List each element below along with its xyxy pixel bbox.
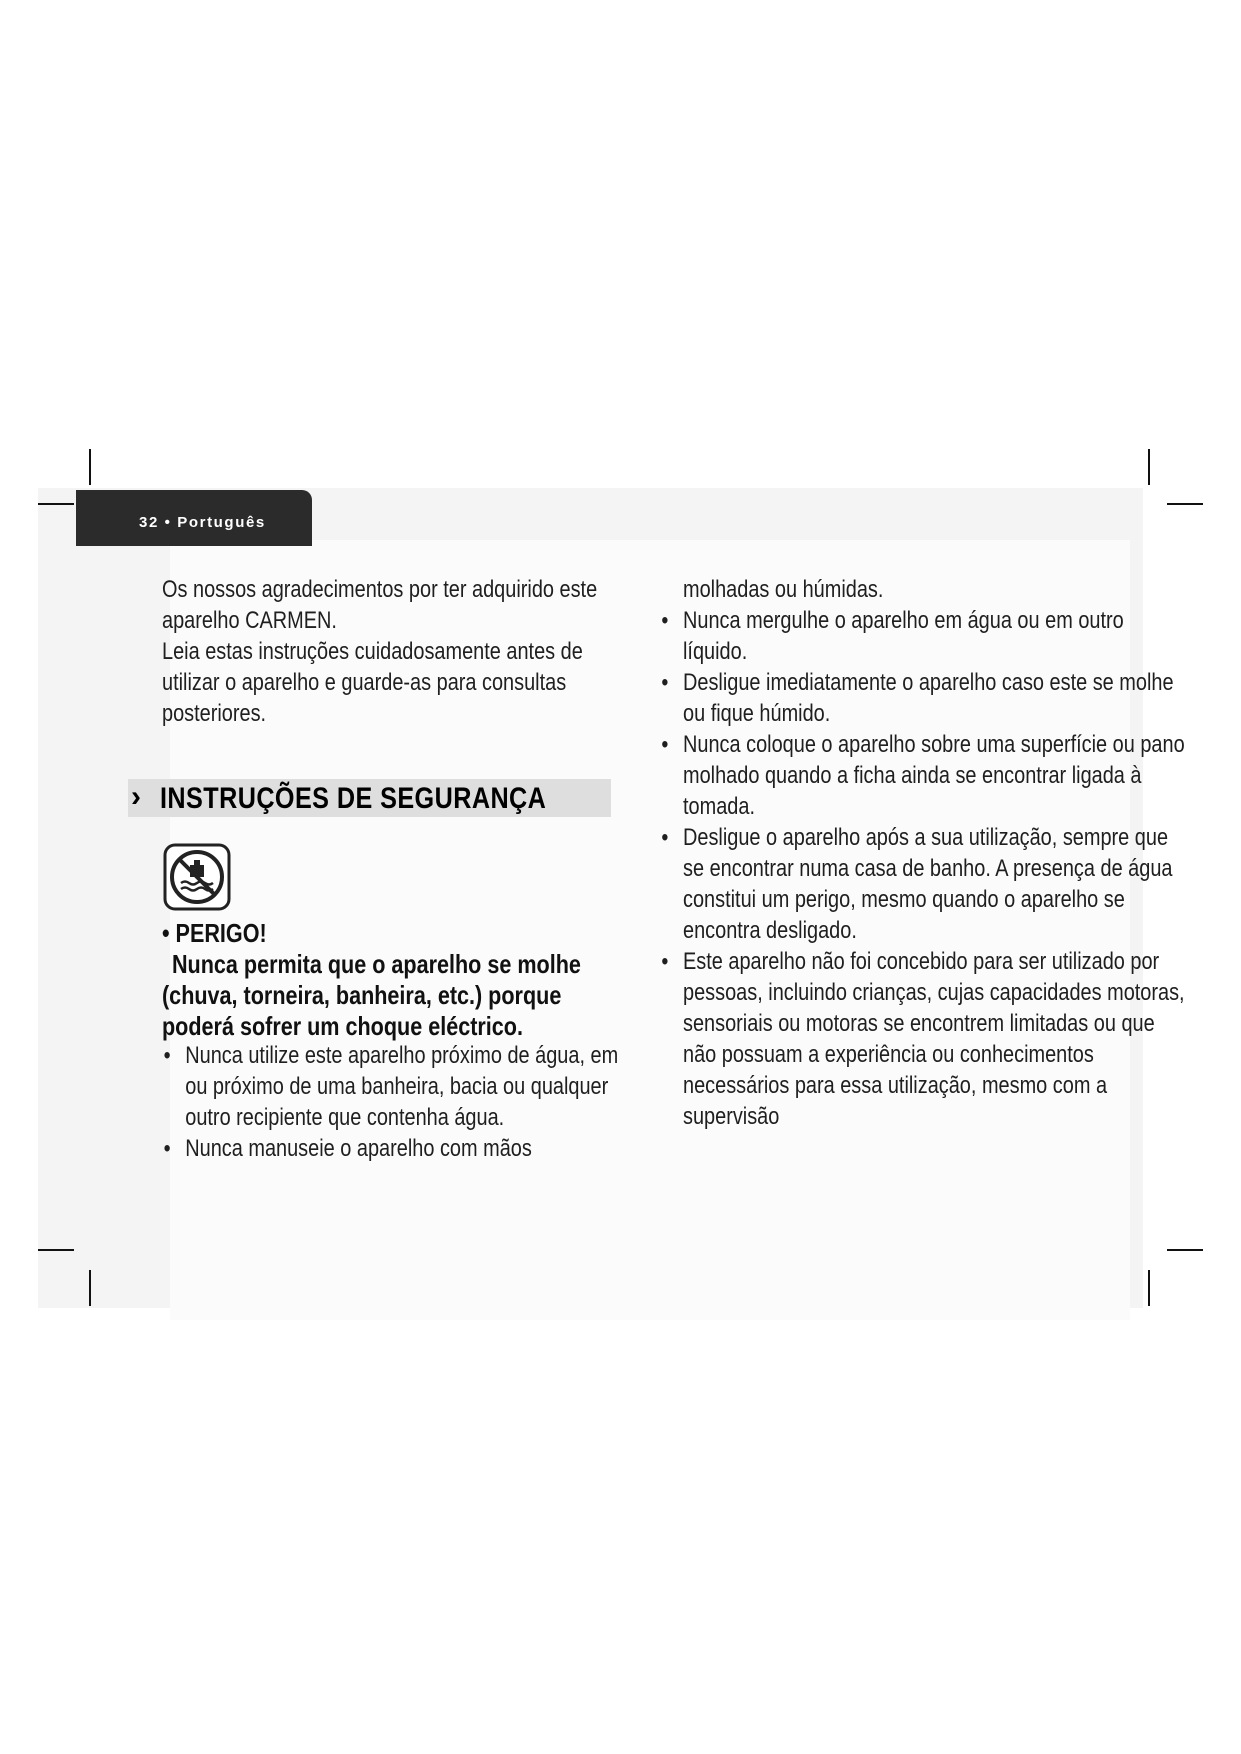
intro-paragraph-thanks: Os nossos agradecimentos por ter adquirido este aparelho CARMEN. — [162, 576, 598, 634]
crop-mark-bottom-left-horizontal — [38, 1249, 74, 1251]
crop-mark-top-right-horizontal — [1167, 503, 1203, 505]
list-item: • Este aparelho não foi concebido para ser utilizado por pessoas, incluindo crianças, cujas capacidades motoras, sensoriais ou motoras se encontrem limitadas ou que não possuam a experiência ou conhecimentos necessários para essa utilização, mesmo com a supervisão — [660, 946, 1190, 1132]
page-number-label: 32 • Português — [139, 514, 266, 531]
left-bullet-list — [162, 1040, 627, 1164]
crop-mark-bottom-right-horizontal — [1167, 1249, 1203, 1251]
danger-block — [162, 918, 627, 1042]
list-item: • Nunca mergulhe o aparelho em água ou em outro líquido. — [660, 605, 1190, 667]
intro-paragraph-instructions: Leia estas instruções cuidadosamente antes de utilizar o aparelho e guarde-as para consultas posteriores. — [162, 638, 583, 727]
crop-mark-bottom-left-vertical — [89, 1270, 91, 1306]
intro-text — [162, 574, 627, 729]
no-water-icon — [163, 843, 231, 911]
crop-mark-top-left-horizontal — [38, 503, 74, 505]
list-item: • Desligue imediatamente o aparelho caso este se molhe ou fique húmido. — [660, 667, 1190, 729]
list-item: • Nunca coloque o aparelho sobre uma superfície ou pano molhado quando a ficha ainda se encontrar ligada à tomada. — [660, 729, 1190, 822]
crop-mark-bottom-right-vertical — [1148, 1270, 1150, 1306]
list-item: • Nunca manuseie o aparelho com mãos — [162, 1133, 627, 1164]
chevron-right-icon: › — [131, 780, 141, 813]
continuation-text: molhadas ou húmidas. — [683, 576, 884, 603]
danger-title: • PERIGO! — [162, 918, 267, 948]
crop-mark-top-left-vertical — [89, 449, 91, 485]
crop-mark-top-right-vertical — [1148, 449, 1150, 485]
danger-text: Nunca permita que o aparelho se molhe (chuva, torneira, banheira, etc.) porque poderá sofrer um choque eléctrico. — [162, 949, 581, 1041]
right-column — [683, 574, 1189, 1132]
list-item: • Nunca utilize este aparelho próximo de água, em ou próximo de uma banheira, bacia ou qualquer outro recipiente que contenha água. — [162, 1040, 627, 1133]
section-heading: INSTRUÇÕES DE SEGURANÇA — [160, 782, 547, 815]
list-item: • Desligue o aparelho após a sua utilização, sempre que se encontrar numa casa de banho. A presença de água constitui um perigo, mesmo quando o aparelho se encontra desligado. — [660, 822, 1190, 946]
